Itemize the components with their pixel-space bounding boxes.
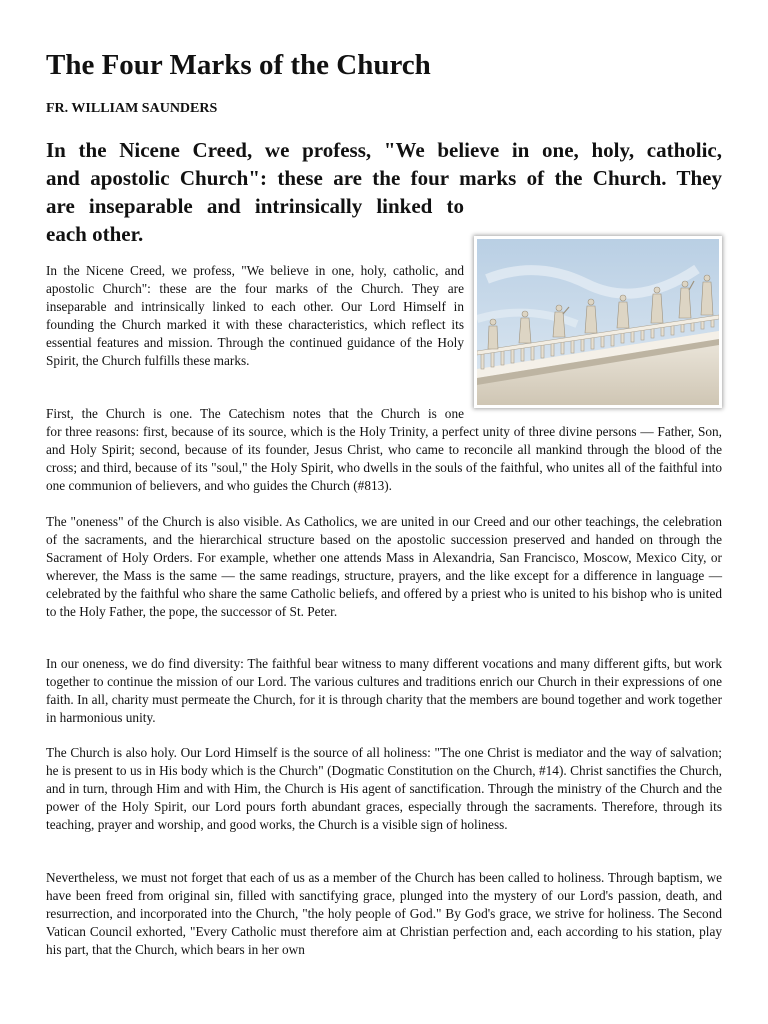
paragraph: In the Nicene Creed, we profess, "We believe in one, holy, catholic, and apostolic Church": these are the four marks of the Church. They are inseparable and intrinsically linked to each other. Our Lord Himself in founding the Church marked it with these characteristics, which reflect its essential features and mission. Through the continued guidance of the Holy Spirit, the Church fulfills these marks. — [46, 263, 464, 368]
lead-paragraph — [46, 136, 722, 248]
photo-illustration — [477, 239, 719, 405]
paragraph: In our oneness, we do find diversity: The faithful bear witness to many different vocations and many different gifts, but work together to continue the mission of our Lord. The various cultures and traditions enrich our Church in their expressions of one faith. In all, charity must permeate the Church, for it is through charity that the members are bound together and work together in harmonious unity. — [46, 656, 722, 725]
paragraph — [46, 405, 722, 495]
colonnade-statues-photo — [474, 236, 722, 408]
article-author: FR. WILLIAM SAUNDERS — [46, 101, 218, 116]
paragraph: The "oneness" of the Church is also visible. As Catholics, we are united in our Creed and our other teachings, the celebration of the sacraments, and the hierarchical structure based on the apostolic succession preserved and handed on through the Sacrament of Holy Orders. For example, whether one attends Mass in Alexandria, San Francisco, Moscow, Mexico City, or wherever, the Mass is the same — the same readings, structure, prayers, and the like except for a difference in language — celebrated by the faithful who share the same Catholic beliefs, and offered by a priest who is united to his bishop who is united to the Holy Father, the pope, the successor of St. Peter. — [46, 514, 722, 619]
paragraph: The Church is also holy. Our Lord Himself is the source of all holiness: "The one Christ is mediator and the way of salvation; he is present to us in His body which is the Church" (Dogmatic Constitution on the Church, #14). Christ sanctifies the Church, and in turn, through Him and with Him, the Church is His agent of sanctification. Through the ministry of the Church and the power of the Holy Spirit, our Lord pours forth abundant graces, especially through the sacraments. Therefore, through its teaching, prayer and worship, and good works, the Church is a visible sign of holiness. — [46, 745, 722, 832]
article-title: The Four Marks of the Church — [46, 49, 431, 81]
lead-line: and apostolic Church": these are the four marks of the Church. They — [46, 166, 722, 190]
paragraph-line: First, the Church is one. The Catechism notes that the Church is one — [46, 406, 464, 421]
lead-line: In the Nicene Creed, we profess, "We believe in one, holy, catholic, — [46, 138, 722, 162]
paragraph-continuation: for three reasons: first, because of its source, which is the Holy Trinity, a perfect unity of three divine persons — Father, Son, and Holy Spirit; second, because of its founder, Jesus Christ, who came to reconcile all mankind through the blood of the cross; and third, because of its "soul," the Holy Spirit, who dwells in the souls of the faithful, who unites all of the faithful into one communion of believers, and who guides the Church (#813). — [46, 424, 722, 493]
lead-line: each other. — [46, 222, 144, 246]
lead-line: are inseparable and intrinsically linked to — [46, 194, 464, 218]
paragraph: Nevertheless, we must not forget that each of us as a member of the Church has been called to holiness. Through baptism, we have been freed from original sin, filled with sanctifying grace, plunged into the mystery of our Lord's passion, death, and resurrection, and incorporated into the Church, "the holy people of God." By God's grace, we strive for holiness. The Second Vatican Council exhorted, "Every Catholic must therefore aim at Christian perfection and, each according to his station, play his part, that the Church, which bears in her own — [46, 870, 722, 957]
